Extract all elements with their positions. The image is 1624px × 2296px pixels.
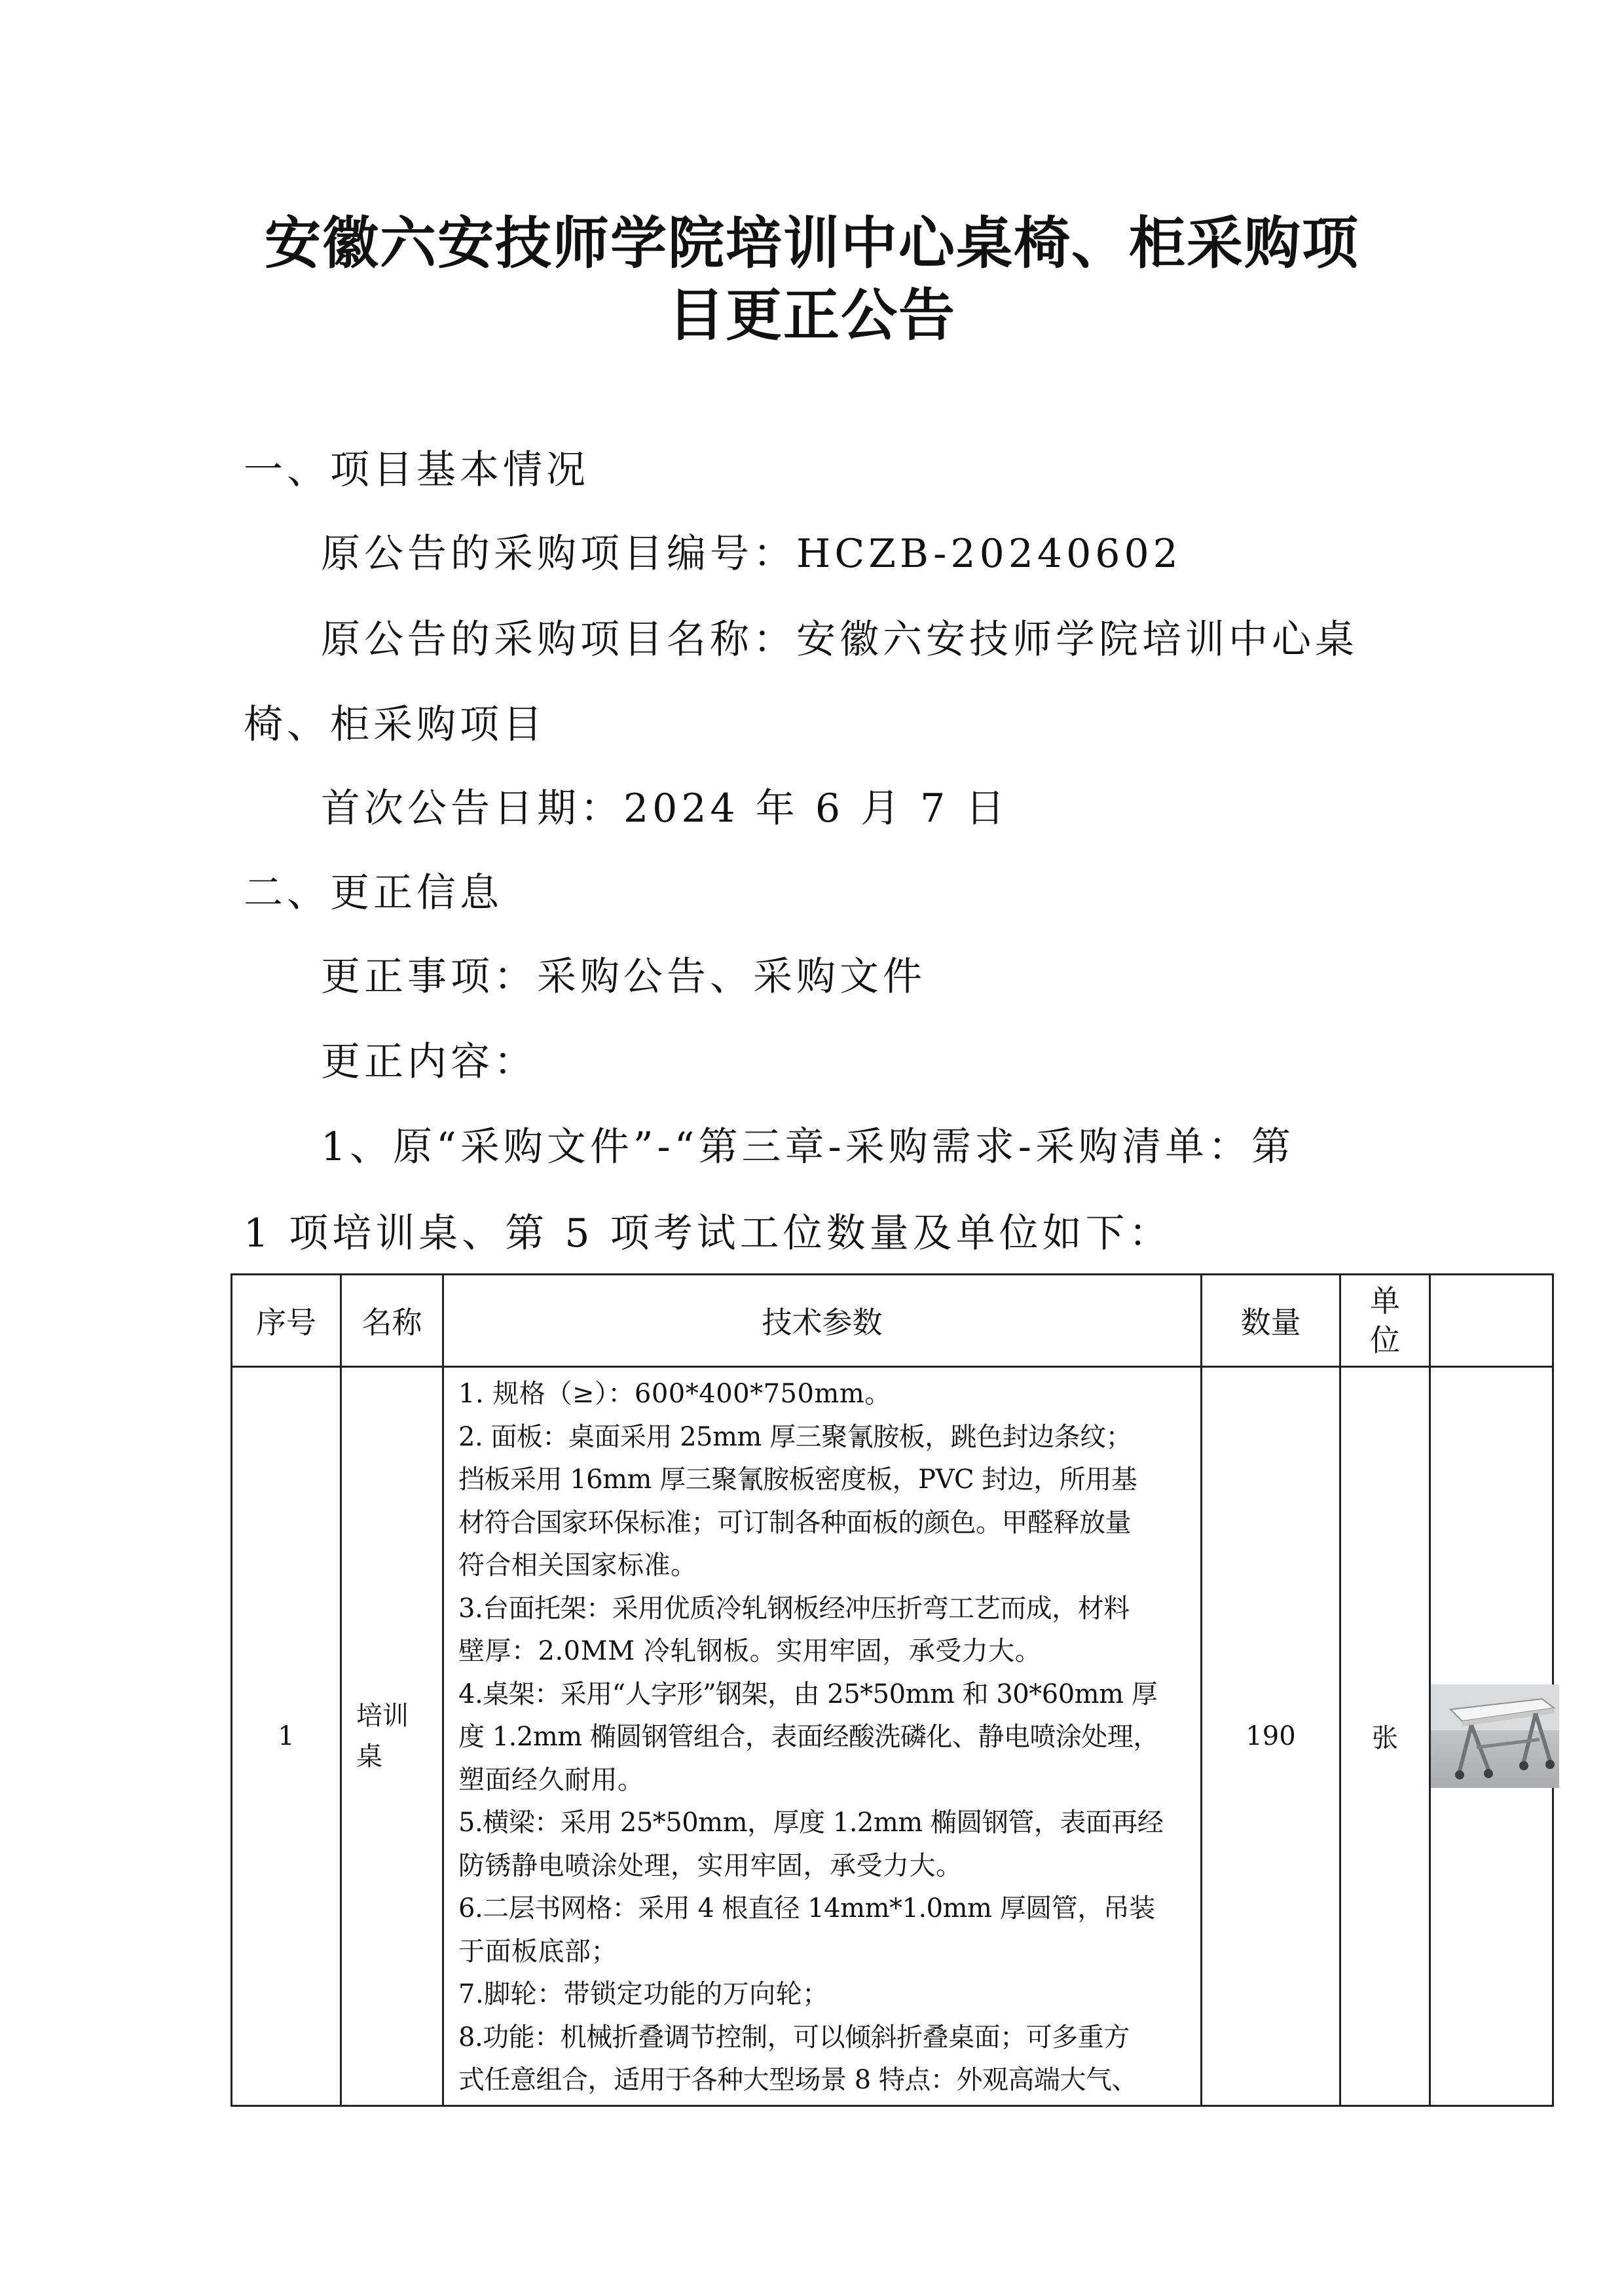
project-number: 原公告的采购项目编号：HCZB-20240602: [321, 531, 1182, 577]
spec-line: 符合相关国家标准。: [458, 1550, 697, 1580]
header-image: [1430, 1275, 1553, 1367]
spec-line: 1. 规格（≥）：600*400*750mm。: [458, 1379, 891, 1409]
cell-spec: [443, 1367, 1202, 2106]
spec-line: 式任意组合，适用于各种大型场景 8 特点：外观高端大气、: [458, 2065, 1137, 2095]
project-name-line-1: 原公告的采购项目名称：安徽六安技师学院培训中心桌: [321, 617, 1358, 663]
cell-qty: 190: [1202, 1367, 1340, 2106]
procurement-list-table: [231, 1273, 1554, 2107]
document-title-line-2: 目更正公告: [668, 283, 956, 348]
spec-line: 塑面经久耐用。: [458, 1764, 644, 1795]
header-unit-line-2: 位: [1370, 1322, 1400, 1358]
spec-line: 3.台面托架：采用优质冷轧钢板经冲压折弯工艺而成，材料: [458, 1593, 1130, 1624]
header-no: 序号: [232, 1275, 341, 1367]
section-heading-basic-info: 一、项目基本情况: [244, 447, 589, 493]
spec-line: 5.横梁：采用 25*50mm，厚度 1.2mm 椭圆钢管，表面再经: [458, 1808, 1164, 1838]
spec-line: 2. 面板：桌面采用 25mm 厚三聚氰胺板，跳色封边条纹；: [458, 1421, 1132, 1452]
spec-line: 8.功能：机械折叠调节控制，可以倾斜折叠桌面；可多重方: [458, 2022, 1130, 2052]
correction-item-1-line-1: 1、原“采购文件”-“第三章-采购需求-采购清单：第: [321, 1124, 1295, 1170]
header-qty: 数量: [1202, 1275, 1340, 1367]
spec-line: 材符合国家环保标准；可订制各种面板的颜色。甲醛释放量: [458, 1507, 1131, 1538]
project-name-line-2: 椅、柜采购项目: [244, 702, 546, 748]
cell-name-line-2: 桌: [356, 1741, 382, 1772]
header-unit: [1340, 1275, 1430, 1367]
cell-name: [341, 1367, 443, 2106]
document-title-line-1: 安徽六安技师学院培训中心桌椅、柜采购项: [265, 211, 1359, 276]
cell-unit: 张: [1340, 1367, 1430, 2106]
spec-line: 壁厚：2.0MM 冷轧钢板。实用牢固，承受力大。: [458, 1636, 1042, 1666]
spec-line: 度 1.2mm 椭圆钢管组合，表面经酸洗磷化、静电喷涂处理，: [458, 1722, 1159, 1752]
cell-name-line-1: 培训: [356, 1700, 409, 1731]
header-spec: 技术参数: [443, 1275, 1202, 1367]
spec-line: 6.二层书网格：采用 4 根直径 14mm*1.0mm 厚圆管，吊装: [458, 1893, 1155, 1923]
table-row: [232, 1367, 1553, 2106]
table-header-row: [232, 1275, 1553, 1367]
spec-line: 防锈静电喷涂处理，实用牢固，承受力大。: [458, 1850, 963, 1881]
spec-line: 4.桌架：采用“人字形”钢架，由 25*50mm 和 30*60mm 厚: [458, 1679, 1158, 1709]
correction-content-label: 更正内容：: [321, 1039, 537, 1085]
spec-line: 挡板采用 16mm 厚三聚氰胺板密度板，PVC 封边，所用基: [458, 1465, 1137, 1495]
first-notice-date: 首次公告日期：2024 年 6 月 7 日: [321, 786, 1009, 831]
spec-line: 于面板底部；: [458, 1936, 618, 1967]
section-heading-correction-info: 二、更正信息: [244, 870, 503, 916]
header-unit-line-1: 单: [1370, 1283, 1400, 1319]
cell-image: [1430, 1367, 1553, 2106]
cell-no: 1: [232, 1367, 341, 2106]
correction-matter: 更正事项：采购公告、采购文件: [321, 954, 926, 1000]
training-desk-photo: [1431, 1685, 1559, 1788]
correction-item-1-line-2: 1 项培训桌、第 5 项考试工位数量及单位如下：: [244, 1211, 1172, 1256]
header-name: 名称: [341, 1275, 443, 1367]
spec-line: 7.脚轮：带锁定功能的万向轮；: [458, 1979, 829, 2009]
